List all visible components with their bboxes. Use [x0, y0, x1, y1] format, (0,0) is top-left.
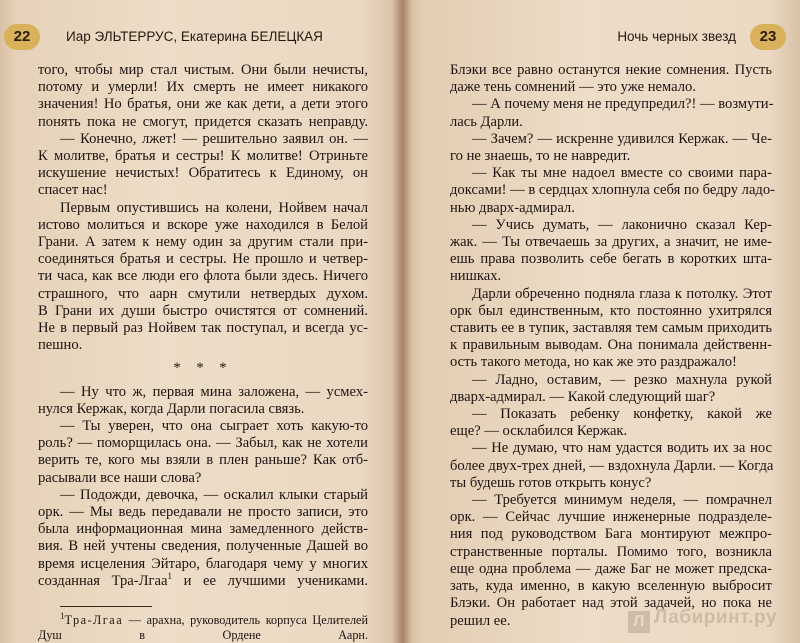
text-line: Первым опустившись на колени, Нойвем начал — [60, 199, 368, 216]
text-line: еще одна проблема — даже Баг не может предска- — [450, 560, 772, 577]
text-line: искушение нечистых! Обратитесь к Единому, он — [38, 165, 368, 182]
text-line: зать, куда именно, в какую вселенную выбросит — [450, 578, 772, 595]
text-line: Дарли обреченно подняла глаза к потолку. Этот — [472, 285, 772, 302]
text-line: — Ладно, оставим, — резко махнула рукой — [472, 371, 772, 388]
watermark-logo: Л Лабиринт.ру — [628, 607, 778, 633]
text-line: созданная Тра-Лгаа$^1$ и ее лучшими учениками. — [38, 571, 368, 589]
text-line: — А почему меня не предупредил?! — возмути- — [472, 96, 774, 113]
text-line: понять пока не смогут, придется сказать неправду. — [38, 113, 368, 130]
text-line: время исцеления Эйтаро, благодаря чему у многих — [38, 555, 368, 572]
text-line: орк. — Сейчас лучшие инженерные подразделе- — [450, 509, 772, 526]
text-line: значения! Но братья, они же как дети, а дети этого — [38, 96, 368, 113]
text-line: — Как ты мне надоел вместе со своими пара- — [472, 165, 772, 182]
text-line: нулся Кержак, когда Дарли погасила связь. — [38, 400, 305, 417]
book-gutter — [392, 0, 412, 643]
text-line: — Зачем? — искренне удивился Кержак. — Че- — [472, 130, 772, 147]
scene-separator: * * * — [173, 360, 233, 377]
text-line: ния под руководством Бага монтируют межпро- — [450, 526, 772, 543]
text-line: Не в первый раз Нойвем так поступал, и всегда ус- — [38, 320, 368, 337]
text-line: вия. В ней учтены сведения, полученные Дашей во — [38, 538, 368, 555]
text-line: Грани. А затем к нему один за другим стали при- — [38, 234, 368, 251]
text-line: — Конечно, лжет! — решительно заявил он. — — [60, 130, 368, 147]
text-line: — Требуется минимум неделя, — помрачнел — [472, 492, 772, 509]
text-line: потому и умерли! Их смерть не имеет никакого — [38, 79, 368, 96]
text-line: лась Дарли. — [450, 113, 523, 130]
text-line: странственные порталы. Помимо того, возникла — [450, 543, 772, 560]
text-line: К молитве, братья и сестры! К молитве! Отриньте — [38, 148, 368, 165]
footnote-rule — [60, 606, 152, 607]
text-line: страшного, что аарн смутили нетвердых духом. — [38, 285, 368, 302]
text-line: Блэки все равно останутся некие сомнения. Пусть — [450, 62, 772, 78]
text-line: орк. — Мы ведь передавали не просто записи, это — [38, 504, 368, 521]
text-line: — Показать ребенку конфетку, какой же — [472, 406, 772, 423]
text-line: орк был единственным, кто постоянно ухитрялся — [450, 302, 772, 319]
text-line: жак. — Ты отвечаешь за других, а значит, не име- — [450, 234, 772, 251]
running-head-authors: Иар ЭЛЬТЕРРУС, Екатерина БЕЛЕЦКАЯ — [66, 29, 323, 44]
page-number: 23 — [750, 24, 786, 50]
text-line: ти часа, как все люди его флота были здесь. Ничего — [38, 268, 368, 285]
text-line: спасет нас! — [38, 182, 108, 199]
left-body-text — [38, 62, 368, 643]
text-line: даже тень сомнений — это уже немало. — [450, 79, 696, 96]
text-line: еще? — осклабился Кержак. — [450, 423, 628, 440]
running-head-title: Ночь черных звезд — [617, 29, 736, 44]
text-line: ость такого метода, но как же это раздражало! — [450, 354, 737, 371]
text-line: того, чтобы мир стал чистым. Они были нечисты, — [38, 62, 368, 78]
text-line: Блэки. Он работает над этой задачей, но пока не — [450, 595, 772, 612]
text-line: истово молиться и вскоре уже находился в Белой — [38, 216, 368, 233]
text-line: роль? — поморщилась она. — Забыл, как не хотели — [38, 435, 368, 452]
right-body-text — [450, 62, 776, 630]
text-line: дварх-адмирал. — Какой следующий шаг? — [450, 388, 716, 405]
text-line: пешно. — [38, 337, 83, 354]
footnote: $^1$Тра-Лгаа — арахна, руководитель корпуса Целителей Душ в Ордене Аарн. — [38, 611, 368, 643]
text-line: более двух-трех дней, — вздохнула Дарли. — Когда — [450, 457, 774, 474]
text-line: доксами! — в сердцах хлопнула себя по бедру ладо- — [450, 182, 776, 199]
text-line: — Учись думать, — лаконично сказал Кер- — [472, 216, 772, 233]
text-line: ставить ее в тупик, заставляя тем самым приходить — [450, 320, 772, 337]
page-number: 22 — [4, 24, 40, 50]
right-page — [402, 0, 800, 643]
text-line: — Не думаю, что нам удастся водить их за нос — [472, 440, 772, 457]
text-line: — Подожди, девочка, — оскалил клыки старый — [60, 486, 368, 503]
text-line: расывали все наши слова? — [38, 469, 202, 486]
text-line: решил ее. — [450, 612, 511, 629]
text-line: верить те, кого мы взяли в плен раньше? Как отб- — [38, 452, 368, 469]
text-line: нишках. — [450, 268, 502, 285]
text-line: соединяться братья и сестры. Не прошло и четвер- — [38, 251, 368, 268]
text-line: нью дварх-адмирал. — [450, 199, 575, 216]
text-line: к правильным выводам. Она понимала действенн- — [450, 337, 772, 354]
text-line: го не знаешь, то не навредит. — [450, 148, 631, 165]
text-line: — Ну что ж, первая мина заложена, — усмех- — [60, 383, 368, 400]
text-line: В Грани их души быстро очистятся от сомнений. — [38, 302, 368, 319]
text-line: — Ты уверен, что она сыграет хоть какую-то — [60, 418, 368, 435]
footnote-marker: 1 — [167, 571, 172, 582]
text-line: была информационная мина замедленного действ- — [38, 521, 368, 538]
text-line: ты будешь готов открыть конус? — [450, 474, 652, 491]
text-line: ешь права позволить себе бегать в коротких шта- — [450, 251, 772, 268]
